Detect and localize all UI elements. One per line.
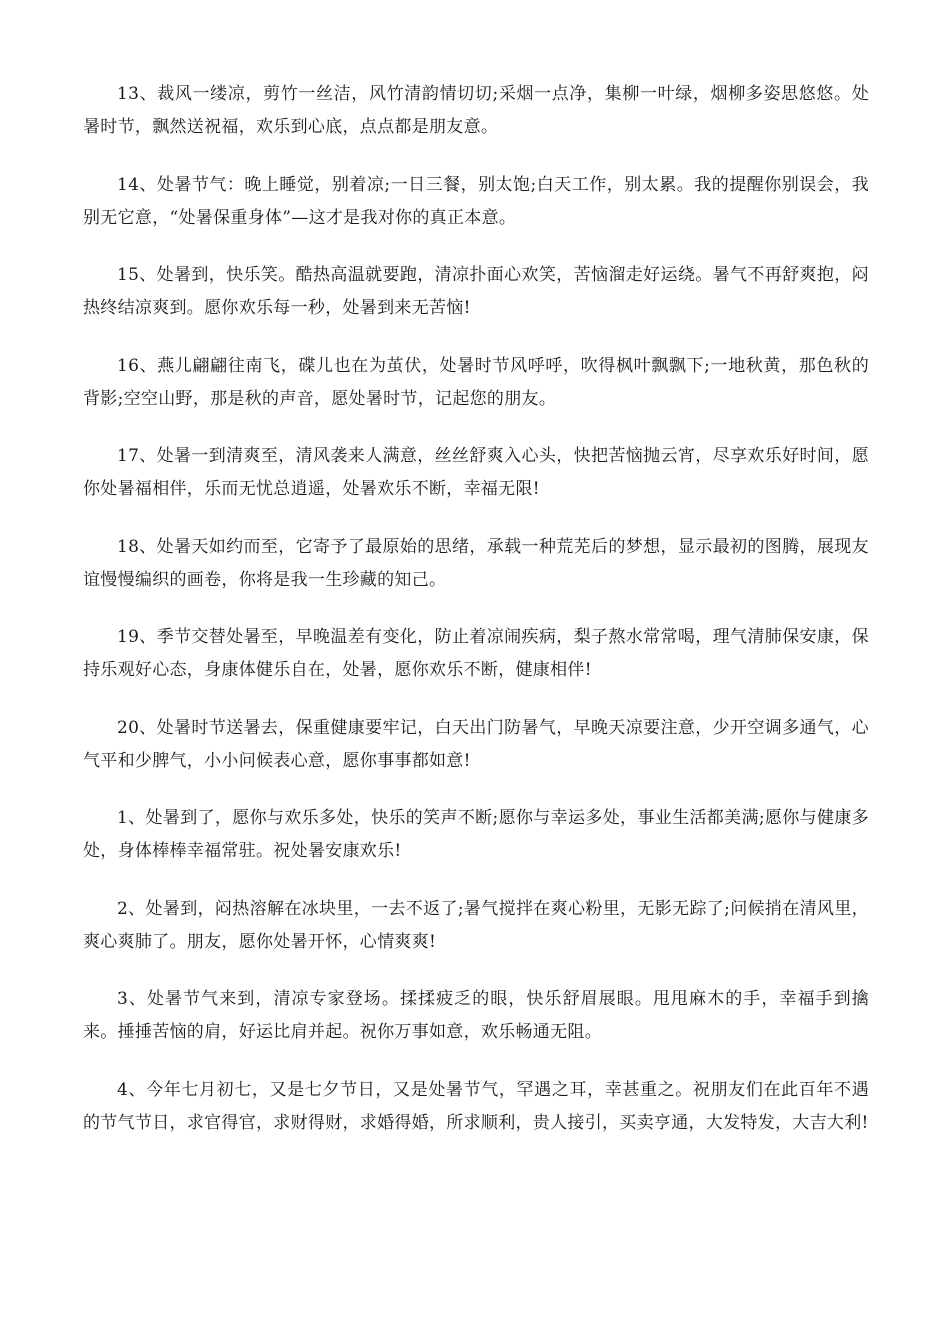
document-body <box>83 78 869 1164</box>
paragraph-14: 14、处暑节气：晚上睡觉，别着凉;一日三餐，别太饱;白天工作，别太累。我的提醒你别误会，我别无它意，“处暑保重身体”—这才是我对你的真正本意。 <box>83 174 869 228</box>
paragraph-18: 18、处暑天如约而至，它寄予了最原始的思绪，承载一种荒芜后的梦想，显示最初的图腾，展现友谊慢慢编织的画卷，你将是我一生珍藏的知己。 <box>83 536 869 590</box>
paragraph-19: 19、季节交替处暑至，早晚温差有变化，防止着凉闹疾病，梨子熬水常常喝，理气清肺保安康，保持乐观好心态，身康体健乐自在，处暑，愿你欢乐不断，健康相伴! <box>83 627 869 680</box>
paragraph-20: 20、处暑时节送暑去，保重健康要牢记，白天出门防暑气，早晚天凉要注意，少开空调多通气，心气平和少脾气，小小问候表心意，愿你事事都如意! <box>83 717 869 771</box>
paragraph-17: 17、处暑一到清爽至，清风袭来人满意，丝丝舒爽入心头，快把苦恼抛云宵，尽享欢乐好时间，愿你处暑福相伴，乐而无忧总逍遥，处暑欢乐不断，幸福无限! <box>83 446 869 499</box>
paragraph-13: 13、裁风一缕凉，剪竹一丝洁，风竹清韵情切切;采烟一点净，集柳一叶绿，烟柳多姿思悠悠。处暑时节，飘然送祝福，欢乐到心底，点点都是朋友意。 <box>83 84 869 137</box>
paragraph-16: 16、燕儿翩翩往南飞，碟儿也在为茧伏，处暑时节风呼呼，吹得枫叶飘飘下;一地秋黄，那色秋的背影;空空山野，那是秋的声音，愿处暑时节，记起您的朋友。 <box>83 355 869 409</box>
paragraph-1: 1、处暑到了，愿你与欢乐多处，快乐的笑声不断;愿你与幸运多处，事业生活都美满;愿你与健康多处，身体棒棒幸福常驻。祝处暑安康欢乐! <box>83 808 869 861</box>
paragraph-2: 2、处暑到，闷热溶解在冰块里，一去不返了;暑气搅拌在爽心粉里，无影无踪了;问候捎在清风里，爽心爽肺了。朋友，愿你处暑开怀，心情爽爽! <box>83 898 869 952</box>
paragraph-15: 15、处暑到，快乐笑。酷热高温就要跑，清凉扑面心欢笑，苦恼溜走好运绕。暑气不再舒爽抱，闷热终结凉爽到。愿你欢乐每一秒，处暑到来无苦恼! <box>83 265 869 318</box>
paragraph-4: 4、今年七月初七，又是七夕节日，又是处暑节气，罕遇之耳，幸甚重之。祝朋友们在此百年不遇的节气节日，求官得官，求财得财，求婚得婚，所求顺利，贵人接引，买卖亨通，大发特发，大吉大利! <box>83 1079 869 1133</box>
paragraph-3: 3、处暑节气来到，清凉专家登场。揉揉疲乏的眼，快乐舒眉展眼。甩甩麻木的手，幸福手到擒来。捶捶苦恼的肩，好运比肩并起。祝你万事如意，欢乐畅通无阻。 <box>83 989 869 1042</box>
